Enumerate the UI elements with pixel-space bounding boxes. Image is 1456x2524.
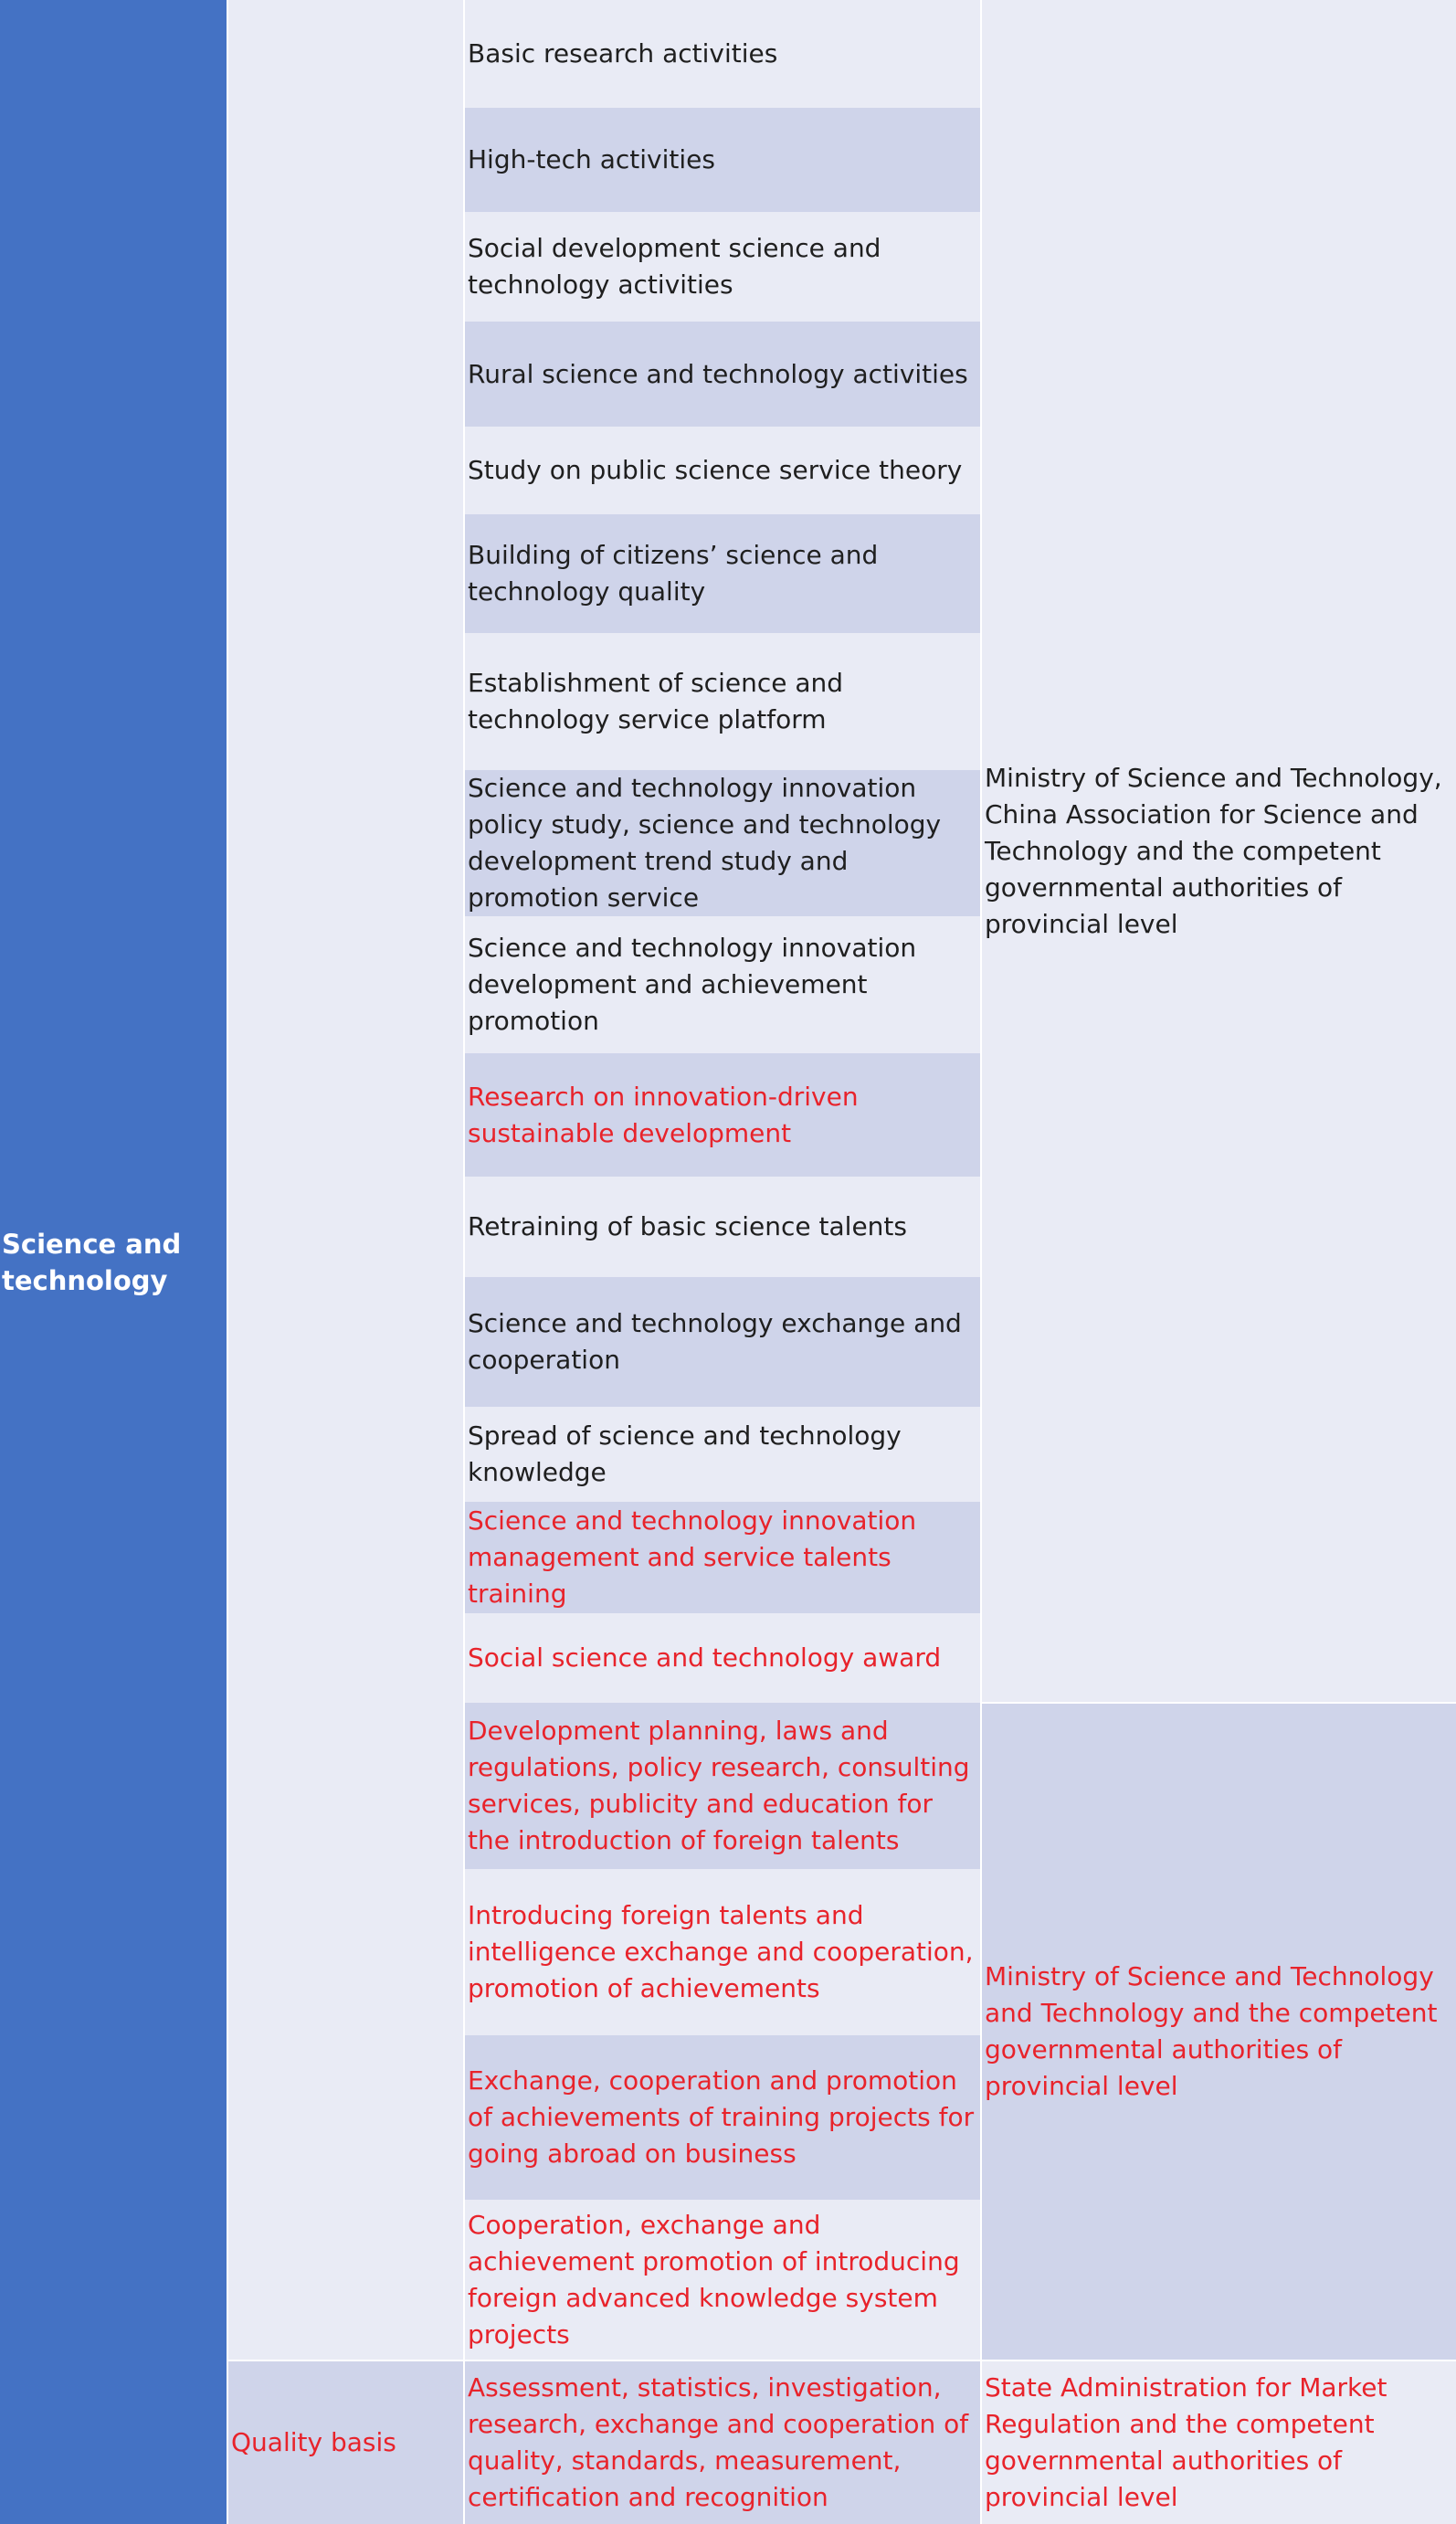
subcategory-empty-cell <box>227 0 464 2360</box>
subcategory-label: Quality basis <box>231 2426 396 2457</box>
authority-text: Ministry of Science and Technology, China Association for Science and Technology and the competent governmental authorities of provincial level <box>985 763 1442 939</box>
item-text: Introducing foreign talents and intelligence exchange and cooperation, promotion of achievements <box>468 1900 974 2003</box>
table-row <box>464 1703 981 1869</box>
item-text: Spread of science and technology knowledge <box>468 1420 902 1487</box>
item-text: Retraining of basic science talents <box>468 1211 907 1241</box>
item-text: Development planning, laws and regulations, policy research, consulting services, publicity and education for the introduction of foreign talents <box>468 1716 970 1855</box>
item-text: Building of citizens’ science and technology quality <box>468 540 879 607</box>
authority-cell <box>981 0 1456 1703</box>
authority-cell <box>981 2360 1456 2524</box>
table-row <box>464 108 981 212</box>
table-row <box>464 514 981 633</box>
item-text: Basic research activities <box>468 38 778 69</box>
subcategory-cell <box>227 2360 464 2524</box>
table-row <box>464 1613 981 1703</box>
item-text: Science and technology innovation management and service talents training <box>468 1505 917 1609</box>
table-row <box>464 1277 981 1407</box>
item-text: Cooperation, exchange and achievement promotion of introducing foreign advanced knowledge system projects <box>468 2210 960 2350</box>
table-row <box>464 1869 981 2035</box>
table-row <box>464 2035 981 2200</box>
column-divider <box>227 0 228 2524</box>
table-row <box>464 2200 981 2360</box>
authority-text: Ministry of Science and Technology and Technology and the competent governmental authorities of provincial level <box>985 1961 1438 2101</box>
table-row <box>464 212 981 322</box>
table-row <box>464 322 981 427</box>
table-row <box>464 1053 981 1177</box>
item-text: Science and technology exchange and cooperation <box>468 1308 962 1375</box>
table-row <box>464 1502 981 1613</box>
table-row <box>464 1407 981 1502</box>
item-text: High-tech activities <box>468 144 715 174</box>
item-text: Research on innovation-driven sustainable development <box>468 1081 859 1148</box>
row-divider <box>981 1702 1456 1704</box>
table-row <box>464 770 981 916</box>
table-row <box>464 427 981 514</box>
authority-text: State Administration for Market Regulation and the competent governmental authorities of provincial level <box>985 2371 1387 2512</box>
item-text: Exchange, cooperation and promotion of achievements of training projects for going abroad on business <box>468 2065 975 2169</box>
table-row <box>464 1177 981 1277</box>
item-text: Establishment of science and technology service platform <box>468 668 844 734</box>
item-text: Science and technology innovation policy study, science and technology development trend study and promotion service <box>468 773 942 913</box>
item-text: Study on public science service theory <box>468 455 963 485</box>
authority-cell <box>981 1703 1456 2360</box>
item-text: Science and technology innovation development and achievement promotion <box>468 933 917 1036</box>
row-divider <box>227 2360 1456 2361</box>
item-text: Social development science and technology activities <box>468 233 881 300</box>
category-label: Science and technology <box>2 1228 182 1296</box>
category-cell <box>0 0 227 2524</box>
item-text: Social science and technology award <box>468 1642 942 1673</box>
table-row <box>464 916 981 1053</box>
table-row <box>464 633 981 770</box>
column-divider <box>980 0 982 2524</box>
table-row <box>464 2360 981 2524</box>
item-text: Assessment, statistics, investigation, research, exchange and cooperation of quality, standards, measurement, certification and recognition <box>468 2371 969 2512</box>
column-divider <box>463 0 465 2524</box>
item-text: Rural science and technology activities <box>468 358 968 389</box>
table-row <box>464 0 981 108</box>
